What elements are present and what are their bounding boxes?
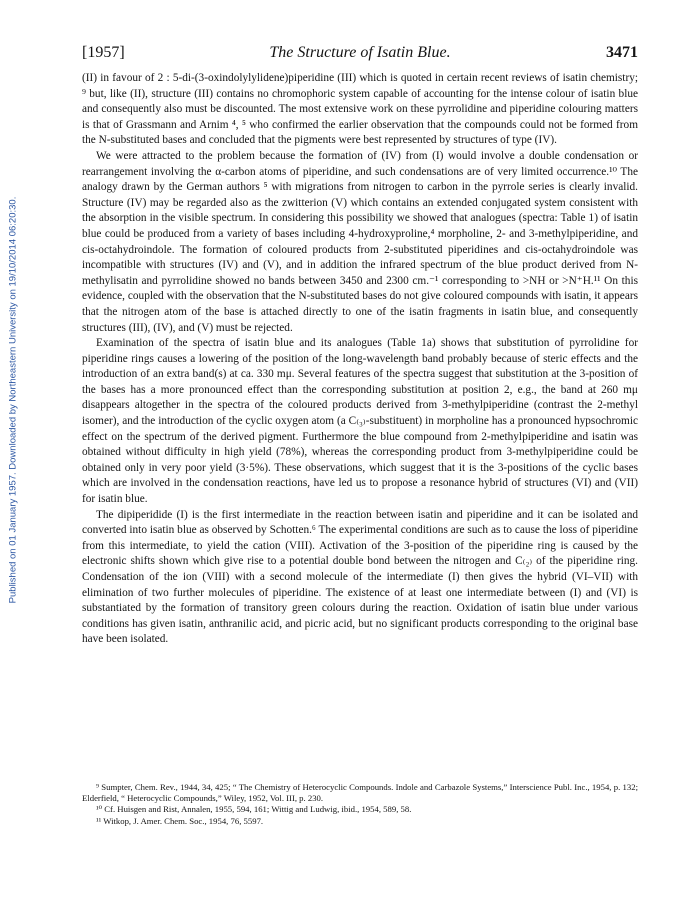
article-body — [82, 71, 638, 648]
footnote: ¹⁰ Cf. Huisgen and Rist, Annalen, 1955, 594, 161; Wittig and Ludwig, ibid., 1954, 589, 58. — [96, 804, 412, 815]
side-note-text: Published on 01 January 1957. Downloaded by Northeastern University on 19/10/2014 06:20:30. — [7, 196, 19, 604]
paragraph: The dipiperidide (I) is the first intermediate in the reaction between isatin and piperidine and it can be isolated and converted into isatin blue as observed by Schotten.⁶ The experimental conditions are such as to cause the loss of piperidine from this intermediate, to yield the cation (VIII). Activation of the 3-position of the piperidine ring is caused by the electronic shifts shown which give rise to a potential double bond between the nitrogen and C₍₂₎ of the piperidine ring. Condensation of the ion (VIII) with a second molecule of the intermediate (I) then gives the hybrid (VI–VII) with elimination of two further molecules of piperidine. The existence of at least one intermediate between (I) and (VI) is substantiated by the formation of transitory green colours during the reaction. Oxidation of isatin blue under various conditions has given isatin, anthranilic acid, and picric acid, but no significant products corresponding to the original base have been isolated. — [82, 508, 638, 646]
paragraph: (II) in favour of 2 : 5-di-(3-oxindolylylidene)piperidine (III) which is quoted in certain recent reviews of isatin chemistry; ⁹ but, like (II), structure (III) contains no chromophoric system capable of accounting for the intense colour of isatin blue and consequently also must be discounted. The most extensive work on these pyrrolidine and piperidine colouring matters is that of Grassmann and Arnim ⁴, ⁵ who confirmed the earlier observation that the compounds could not be formed from the N-substituted bases and concluded that the pigments were best represented by structures of type (IV). — [82, 72, 638, 147]
footnote: ⁹ Sumpter, Chem. Rev., 1944, 34, 425; “ The Chemistry of Heterocyclic Compounds. Indole and Carbazole Systems,” Interscience Publ. Inc., 1954, p. 132; Elderfield, “ Heterocyclic Compounds,” Wiley, 1952, Vol. III, p. 230. — [82, 782, 638, 804]
footnotes — [82, 782, 638, 827]
footnote: ¹¹ Witkop, J. Amer. Chem. Soc., 1954, 76, 5597. — [96, 815, 264, 826]
paragraph: Examination of the spectra of isatin blue and its analogues (Table 1a) shows that substitution of pyrrolidine for piperidine rings causes a lowering of the position of the long-wavelength band probably because of steric effects and the introduction of an extra band(s) at ca. 330 mμ. Several features of the spectra suggest that substitution at the 3-position of the bases has a more pronounced effect than the corresponding substitution at position 2, e.g., the band at 260 mμ disappears altogether in the spectra of the coloured products derived from 3-methylpiperidine (contrast the 2-methyl isomer), and the introduction of the cyclic oxygen atom (a C₍₃₎-substituent) in morpholine has a pronounced hypsochromic effect on the spectrum of the derived pigment. Furthermore the blue compound from 2-methylpiperidine and isatin was obtained without difficulty in high yield (78%), whereas the corresponding product from 3-methylpiperidine could be obtained only in very poor yield (3·5%). These observations, which suggest that it is the 3-positions of the cyclic bases which are involved in the condensation reactions, have led us to propose a resonance hybrid of structures (VI) and (VII) for isatin blue. — [82, 337, 638, 506]
page-header — [82, 44, 638, 64]
publication-side-note — [0, 0, 26, 912]
paragraph: We were attracted to the problem because the formation of (IV) from (I) would involve a double condensation or rearrangement involving the α-carbon atoms of piperidine, and such condensations are of very limited occurrence.¹⁰ The analogy drawn by the German authors ⁵ with migrations from nitrogen to carbon in the pyrrole series is clearly invalid. Structure (IV) may be regarded also as the zwitterion (V) which contains an extended conjugated system consistent with the absorption in the visible spectrum. In considering this possibility we showed that analogues (spectra: Table 1) of isatin blue could be produced from a variety of bases including 4-hydroxyproline,⁴ morpholine, 2- and 3-methylpiperidine, and cis-octahydroindole. The formation of coloured products from 2-substituted piperidines and cis-octahydroindole was incompatible with structures (IV) and (V), and in addition the infrared spectrum of the blue product derived from N-methylisatin and pyrrolidine showed no bands between 3450 and 2300 cm.⁻¹ corresponding to >NH or >N⁺H.¹¹ On this evidence, coupled with the observation that the N-substituted bases do not give coloured compounds with isatin, it appears that the nitrogen atom of the base is attached directly to one of the isatin fragments in isatin blue, and consequently structures (III), (IV), and (V) must be rejected. — [82, 149, 638, 334]
header-year: [1957] — [82, 44, 125, 61]
header-title: The Structure of Isatin Blue. — [269, 44, 451, 61]
header-page-number: 3471 — [606, 44, 638, 61]
